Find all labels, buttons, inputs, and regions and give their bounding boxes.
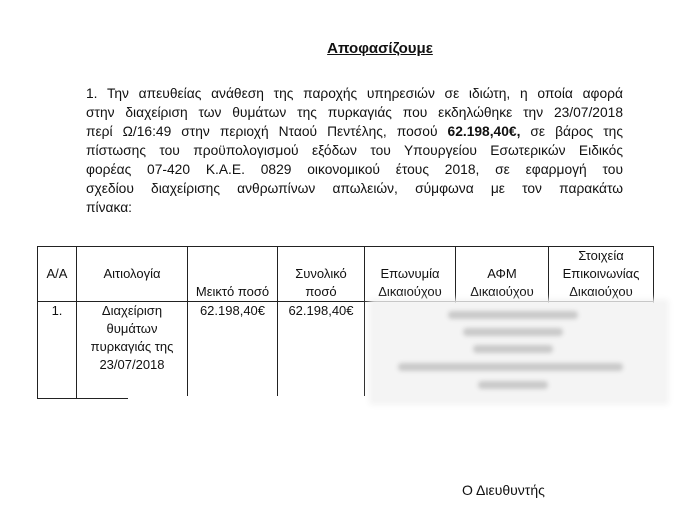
header-beneficiary-tax-id: ΑΦΜ Δικαιούχου bbox=[456, 247, 549, 302]
paragraph-line: φορέας 07-420 Κ.Α.Ε. 0829 οικονομικού έτους 2018, σε εφαρμογή του bbox=[86, 162, 623, 177]
decision-heading bbox=[0, 40, 700, 57]
table-header-row bbox=[38, 247, 654, 302]
redacted-line bbox=[398, 363, 623, 371]
header-gross: Μεικτό ποσό bbox=[188, 247, 278, 302]
redacted-line bbox=[473, 345, 553, 353]
paragraph-line: 1. Την απευθείας ανάθεση της παροχής υπηρεσιών σε ιδιώτη, η οποία αφορά bbox=[86, 86, 623, 101]
paragraph-line: πίνακα: bbox=[86, 200, 132, 215]
redacted-line bbox=[463, 328, 563, 336]
cell-aa: 1. bbox=[38, 302, 77, 399]
paragraph-line-text: περί Ω/16:49 στην περιοχή Νταού Πεντέλης, ποσού bbox=[86, 124, 438, 139]
header-beneficiary-name: Επωνυμία Δικαιούχου bbox=[365, 247, 456, 302]
redacted-line bbox=[478, 381, 548, 389]
paragraph-line-amount bbox=[86, 122, 623, 141]
amount-bold: 62.198,40€, bbox=[447, 124, 521, 139]
header-reason: Αιτιολογία bbox=[77, 247, 188, 302]
decision-paragraph bbox=[86, 84, 623, 217]
cell-total: 62.198,40€ bbox=[278, 302, 365, 399]
cell-gross: 62.198,40€ bbox=[188, 302, 278, 399]
paragraph-line: πίστωσης του προϋπολογισμού εξόδων του Υπουργείου Εσωτερικών Ειδικός bbox=[86, 143, 623, 158]
header-total: Συνολικό ποσό bbox=[278, 247, 365, 302]
paragraph-line: στην διαχείριση των θυμάτων της πυρκαγιάς που εκδηλώθηκε την 23/07/2018 bbox=[86, 105, 623, 120]
paragraph-line: σχεδίου διαχείρισης ανθρωπίνων απωλειών, σύμφωνα με τον παρακάτω bbox=[86, 181, 623, 196]
header-aa: Α/Α bbox=[38, 247, 77, 302]
header-beneficiary-contact: Στοιχεία Επικοινωνίας Δικαιούχου bbox=[549, 247, 654, 302]
redacted-beneficiary-info bbox=[373, 303, 665, 401]
paragraph-line-tail: σε βάρος της bbox=[530, 124, 623, 139]
signature-title: Ο Διευθυντής bbox=[462, 482, 545, 498]
cell-reason: Διαχείριση θυμάτων πυρκαγιάς της 23/07/2018 bbox=[77, 302, 188, 399]
heading-text: Αποφασίζουμε bbox=[327, 40, 433, 57]
redacted-line bbox=[448, 311, 578, 319]
